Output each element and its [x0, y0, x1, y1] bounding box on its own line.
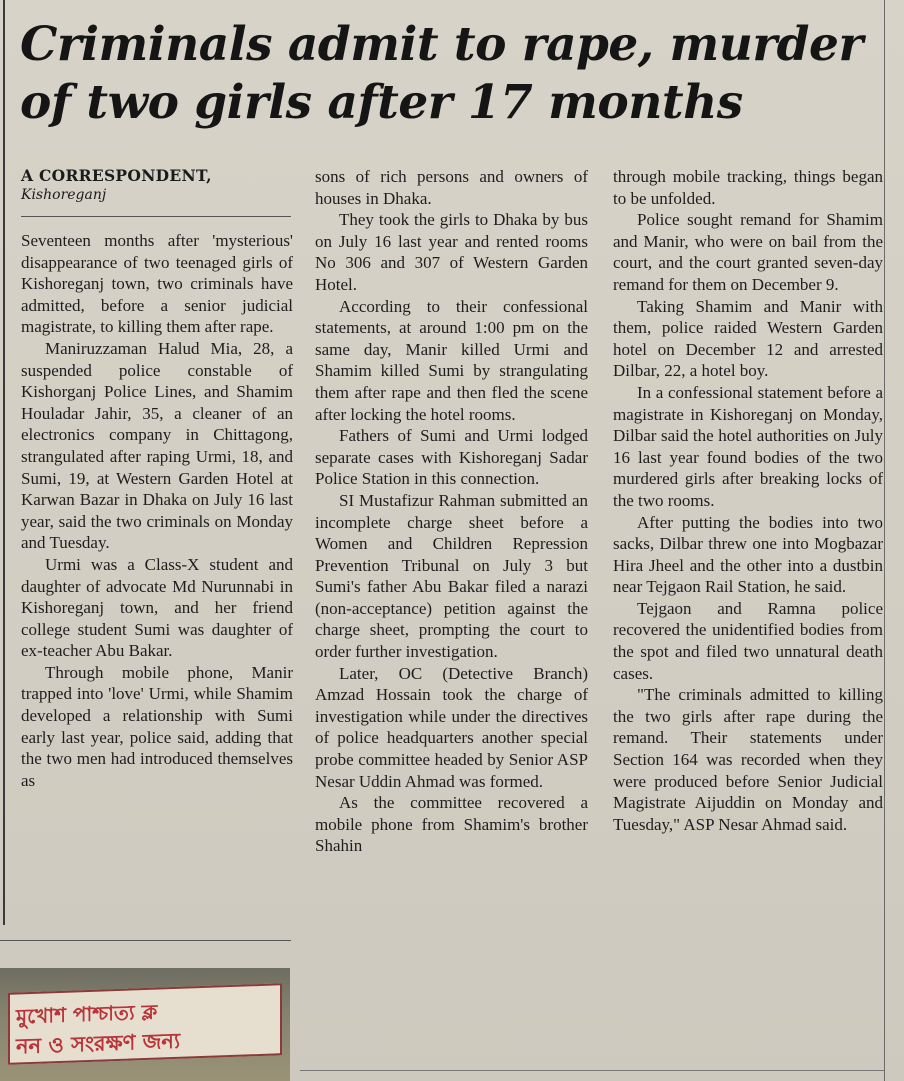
byline	[21, 166, 293, 204]
photo-rule	[0, 940, 291, 941]
paragraph: They took the girls to Dhaka by bus on July 16 last year and rented rooms No 306 and 307 of Western Garden Hotel.	[315, 210, 588, 294]
headline: Criminals admit to rape, murder of two girls after 17 months	[20, 17, 863, 130]
paragraph: Taking Shamim and Manir with them, police raided Western Garden hotel on December 12 and arrested Dilbar, 22, a hotel boy.	[613, 296, 883, 381]
paragraph: sons of rich persons and owners of houses in Dhaka.	[315, 167, 588, 208]
sign-text-line-2: নন ও সংরক্ষণ জন্য	[16, 1028, 181, 1059]
paragraph: Later, OC (Detective Branch) Amzad Hossain took the charge of investigation while under the directives of police headquarters another special probe committee headed by Senior ASP Nesar Uddin Ahmad was formed.	[315, 663, 588, 791]
byline-place: Kishoreganj	[21, 187, 107, 203]
column-border-right	[884, 0, 885, 1081]
banner-sign	[8, 983, 282, 1065]
article-photo	[0, 968, 290, 1081]
paragraph: SI Mustafizur Rahman submitted an incomplete charge sheet before a Women and Children Repression Prevention Tribunal on July 3 but Sumi's father Abu Bakar filed a narazi (non-acceptance) petition against the charge sheet, prompting the court to order further investigation.	[315, 490, 588, 662]
article-column-3	[613, 166, 883, 835]
paragraph: Maniruzzaman Halud Mia, 28, a suspended police constable of Kishorganj Police Lines, and Shamim Houladar Jahir, 35, a cleaner of an electronics company in Chittagong, strangulated after raping Urmi, 18, and Sumi, 19, at Western Garden Hotel at Karwan Bazar in Dhaka on July 16 last year, said the two criminals on Monday and Tuesday.	[21, 338, 293, 553]
paragraph: Tejgaon and Ramna police recovered the unidentified bodies from the spot and filed two unnatural death cases.	[613, 598, 883, 683]
sign-text-line-1: মুখোশ পাশ্চাত্য ক্ল	[16, 999, 158, 1029]
article-column-1	[21, 230, 293, 791]
paragraph: "The criminals admitted to killing the two girls after rape during the remand. Their statements under Section 164 was recorded when they were produced before Senior Judicial Magistrate Aijuddin on Monday and Tuesday," ASP Nesar Ahmad said.	[613, 685, 883, 834]
paragraph: According to their confessional statements, at around 1:00 pm on the same day, Manir killed Urmi and Shamim killed Sumi by strangulating them after rape and then fled the scene after locking the hotel rooms.	[315, 296, 588, 424]
paragraph: Police sought remand for Shamim and Manir, who were on bail from the court, and the court granted seven-day remand for them on December 9.	[613, 210, 883, 294]
byline-rule	[21, 216, 291, 217]
paragraph: Fathers of Sumi and Urmi lodged separate cases with Kishoreganj Sadar Police Station in this connection.	[315, 426, 588, 489]
bottom-rule	[300, 1070, 884, 1071]
paragraph: As the committee recovered a mobile phone from Shamim's brother Shahin	[315, 793, 588, 856]
paragraph: After putting the bodies into two sacks, Dilbar threw one into Mogbazar Hira Jheel and the other into a dustbin near Tejgaon Rail Station, he said.	[613, 512, 883, 597]
byline-name: A CORRESPONDENT,	[21, 166, 212, 185]
paragraph: through mobile tracking, things began to be unfolded.	[613, 167, 883, 208]
paragraph: Through mobile phone, Manir trapped into 'love' Urmi, while Shamim developed a relationship with Sumi early last year, police said, adding that the two men had introduced themselves as	[21, 662, 293, 790]
column-border-left	[3, 0, 5, 925]
paragraph: Urmi was a Class-X student and daughter of advocate Md Nurunnabi in Kishoreganj town, and her friend college student Sumi was daughter of ex-teacher Abu Bakar.	[21, 554, 293, 661]
paragraph: In a confessional statement before a magistrate in Kishoreganj on Monday, Dilbar said the hotel authorities on July 16 last year found bodies of the two murdered girls after breaking locks of the two rooms.	[613, 382, 883, 510]
article-column-2	[315, 166, 588, 857]
paragraph: Seventeen months after 'mysterious' disappearance of two teenaged girls of Kishoreganj town, two criminals have admitted, before a senior judicial magistrate, to killing them after rape.	[21, 231, 293, 337]
